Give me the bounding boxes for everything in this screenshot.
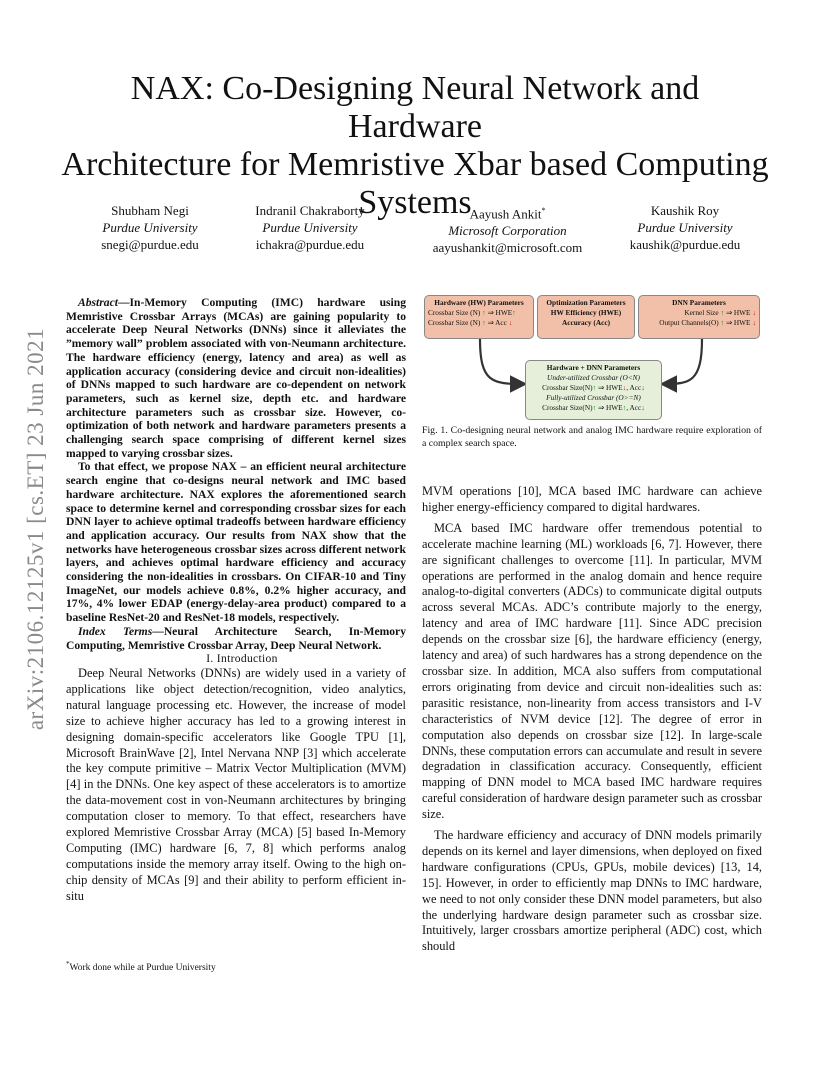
intro-paragraph: Deep Neural Networks (DNNs) are widely used in a variety of applications like object detection/recognition, video analytics, natural language processing etc. However, the increase of model size to achieve higher accuracy has led to a growing interest in designing domain-specific accelerators like Google TPU [1], Microsoft BrainWave [2], Intel Nervana NNP [3] which accelerate the key compute primitive – Matrix Vector Multiplication (MVM) [4] in the DNNs. One key aspect of these accelerators is to amortize the data-movement cost in von-Neumann architectures by bringing computation closer to memory. To that effect, researchers have explored Memristive Crossbar Array (MCA) [5] based In-Memory Computing (IMC) hardware [6, 7, 8] which performs analog computations inside the memory array itself. Owing to the high on-chip density of MCAs [9] and their ability to perform efficient in-situ xyxy=(66,665,406,903)
hw-parameters-box: Hardware (HW) Parameters Crossbar Size (N) ↑ ⇒ HWE↑ Crossbar Size (N) ↑ ⇒ Acc ↓ xyxy=(424,295,534,339)
figure-caption: Fig. 1. Co-designing neural network and analog IMC hardware require exploration of a complex search space. xyxy=(422,425,762,449)
paper-title xyxy=(60,70,770,222)
author-1: Shubham Negi Purdue University snegi@purdue.edu xyxy=(101,203,199,252)
combined-parameters-box: Hardware + DNN Parameters Under-utilized Crossbar (O<N) Crossbar Size(N)↑ ⇒ HWE↓, Acc↓ Fully-utilized Crossbar (O>=N) Crossbar Size(N)↑ ⇒ HWE↑, Acc↓ xyxy=(525,360,662,420)
index-terms: Index Terms—Neural Architecture Search, In-Memory Computing, Memristive Crossbar Array, Deep Neural Network. xyxy=(66,624,406,652)
author-3: Aayush Ankit* Microsoft Corporation aayushankit@microsoft.com xyxy=(432,206,583,256)
figure-1 xyxy=(422,292,762,422)
section-heading-introduction: I. Introduction xyxy=(206,652,278,666)
optimization-parameters-box: Optimization Parameters HW Efficiency (HWE) Accuracy (Acc) xyxy=(537,295,635,339)
left-column xyxy=(66,296,406,905)
abstract: Abstract—In-Memory Computing (IMC) hardware using Memristive Crossbar Arrays (MCAs) are gaining popularity to accelerate Deep Neural Networks (DNNs) since it alleviates the ”memory wall” problem associated with von-Neumann architecture. The hardware efficiency (energy, latency and area) as well as application accuracy (considering device and circuit non-idealities) of DNNs mapped to such hardware are co-dependent on network parameters, such as kernel size, depth etc. and hardware architecture parameters such as crossbar size. However, co-optimization of both network and hardware parameters presents a challenging search space comprising of different kernel sizes mapped to varying crossbar sizes. xyxy=(66,296,406,460)
arrow-dnn-to-combined xyxy=(664,339,702,384)
title-line-3: Systems xyxy=(358,184,472,221)
title-line-1: NAX: Co-Designing Neural Network and Hardware xyxy=(130,70,700,145)
dnn-parameters-box: DNN Parameters Kernel Size ↑ ⇒ HWE ↓ Output Channels(O) ↑ ⇒ HWE ↓ xyxy=(638,295,760,339)
footnote: *Work done while at Purdue University xyxy=(66,960,216,974)
arxiv-identifier: arXiv:2106.12125v1 [cs.ET] 23 Jun 2021 xyxy=(23,327,48,731)
title-line-2: Architecture for Memristive Xbar based Computing xyxy=(61,146,769,183)
abstract-paragraph-2: To that effect, we propose NAX – an efficient neural architecture search engine that co-designs neural network and IMC based hardware architecture. NAX explores the aforementioned search space to determine kernel and corresponding crossbar sizes for each DNN layer to achieve optimal tradeoffs between hardware efficiency and application accuracy. Our results from NAX show that the networks have heterogeneous crossbar sizes across different network layers, and achieves optimal hardware efficiency and accuracy considering the non-idealities in crossbars. On CIFAR-10 and Tiny ImageNet, our models achieve 0.8%, 0.2% higher accuracy, and 17%, 4% lower EDAP (energy-delay-area product) compared to a baseline ResNet-20 and ResNet-18 models, respectively. xyxy=(66,460,406,625)
author-2: Indranil Chakraborty Purdue University ichakra@purdue.edu xyxy=(255,203,365,252)
right-column xyxy=(422,484,762,960)
author-4: Kaushik Roy Purdue University kaushik@purdue.edu xyxy=(629,203,741,252)
right-paragraph-3: The hardware efficiency and accuracy of DNN models primarily depends on its kernel and layer dimensions, when deployed on fixed hardware configurations (CPUs, GPUs, mobile devices) [13, 14, 15]. However, in order to efficiently map DNNs to IMC hardware, we need to not only consider these DNN model parameters, but also the underlying hardware design parameter such as crossbar size. Intuitively, larger crossbars amortize peripheral (ADC) cost, which should xyxy=(422,828,762,954)
right-paragraph-1: MVM operations [10], MCA based IMC hardware can achieve higher energy-efficiency compared to digital hardwares. xyxy=(422,484,762,514)
arrow-hw-to-combined xyxy=(480,339,523,384)
right-paragraph-2: MCA based IMC hardware offer tremendous potential to accelerate machine learning (ML) workloads [6, 7]. However, there are significant challenges to overcome [11]. In particular, MVM operations are performed in the analog domain and hence require analog-to-digital converters (ADCs) to communicate digital outputs across several MCAs. ADC’s contribute majorly to the energy, latency and area of IMC hardware [11]. Since ADC precision depends on the crossbar size [6], the hardware efficiency (energy, latency and area) of such hardwares has a strong dependence on the crossbar size. In addition, MCA also suffers from computational errors originating from device and circuit non-idealities such as: parasitic resistance, non-linearity from access transistors and I-V characteristics of NVM device [12]. The degree of error in computation also depends on crossbar size [12]. In large-scale DNNs, these computation errors can accumulate and result in severe degradation in classification accuracy. Consequently, efficient mapping of DNN model to MCA based IMC hardware requires careful consideration of hardware design parameter such as crossbar size. xyxy=(422,520,762,822)
